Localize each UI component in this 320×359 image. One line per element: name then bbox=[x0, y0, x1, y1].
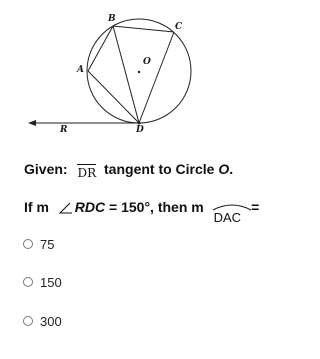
segment-dr bbox=[77, 166, 96, 180]
given-prefix: Given: bbox=[24, 161, 72, 177]
label-c: C bbox=[175, 22, 183, 32]
equals-sign: = bbox=[251, 199, 260, 215]
given-circle-name: O bbox=[218, 161, 230, 177]
given-statement bbox=[24, 161, 233, 180]
chord-bd bbox=[113, 26, 139, 123]
arc-symbol-icon bbox=[212, 203, 252, 211]
arc-dac bbox=[214, 204, 241, 225]
segment-bar bbox=[77, 164, 96, 165]
if-m-text: If m bbox=[24, 199, 53, 215]
label-r: R bbox=[60, 125, 68, 135]
radio-button-1[interactable] bbox=[23, 239, 33, 249]
label-o: O bbox=[143, 57, 151, 67]
option-3[interactable] bbox=[23, 314, 62, 328]
radio-button-2[interactable] bbox=[23, 277, 33, 287]
label-a: A bbox=[77, 65, 84, 75]
option-2[interactable] bbox=[23, 275, 62, 289]
angle-name: RDC bbox=[74, 199, 106, 215]
option-3-label[interactable]: 300 bbox=[40, 313, 62, 329]
given-suffix: tangent to Circle bbox=[100, 161, 219, 177]
question-statement bbox=[24, 199, 259, 225]
angle-icon bbox=[59, 202, 73, 214]
chord-ad bbox=[88, 71, 139, 123]
angle-value: = 150°, then m bbox=[105, 199, 208, 215]
radio-button-3[interactable] bbox=[23, 316, 33, 326]
label-d: D bbox=[136, 125, 144, 135]
arrow-icon bbox=[28, 120, 36, 126]
segment-dr-label: DR bbox=[77, 166, 97, 180]
given-end: . bbox=[229, 161, 234, 177]
arc-dac-label: DAC bbox=[213, 210, 242, 225]
chord-bc bbox=[113, 26, 174, 32]
chord-cd bbox=[139, 32, 174, 123]
option-2-label[interactable]: 150 bbox=[40, 274, 62, 290]
geometry-figure bbox=[0, 0, 291, 140]
option-1[interactable] bbox=[23, 237, 54, 251]
center-point-o bbox=[138, 71, 140, 73]
option-1-label[interactable]: 75 bbox=[40, 236, 55, 252]
label-b: B bbox=[108, 14, 116, 24]
